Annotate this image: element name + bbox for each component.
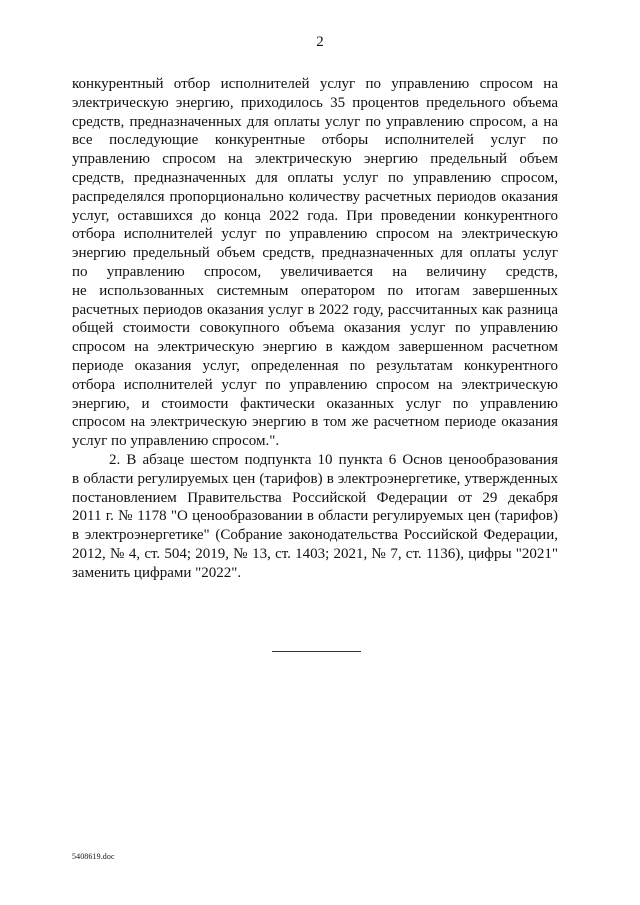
document-body (72, 75, 558, 583)
text-line: спросом на электрическую энергию в каждом завершенном расчетном (72, 339, 558, 356)
text-line: общей стоимости совокупного объема оказания услуг по управлению (72, 320, 558, 337)
text-line: спросом на электрическую энергию в том же расчетном периоде оказания (72, 414, 558, 431)
text-line: отбора исполнителей услуг по управлению спросом на электрическую (72, 226, 558, 243)
text-line: средств, предназначенных для оплаты услуг по управлению спросом, а на (72, 113, 558, 130)
paragraph-amendment (72, 451, 558, 583)
text-line: постановлением Правительства Российской Федерации от 29 декабря (72, 489, 558, 506)
text-line: конкурентный отбор исполнителей услуг по управлению спросом на (72, 76, 558, 92)
text-line: средств, предназначенных для оплаты услуг по управлению спросом, (72, 169, 558, 186)
text-line: в области регулируемых цен (тарифов) в электроэнергетике, утвержденных (72, 470, 558, 487)
text-line: энергию, и стоимости фактически оказанных услуг по управлению (72, 395, 558, 412)
text-line: 2012, № 4, ст. 504; 2019, № 13, ст. 1403; 2021, № 7, ст. 1136), цифры "2021" (72, 545, 558, 562)
text-line: не использованных системным оператором по итогам завершенных (72, 282, 558, 299)
text-line: расчетных периодов оказания услуг в 2022 году, рассчитанных как разница (72, 301, 558, 318)
text-line: 2. В абзаце шестом подпункта 10 пункта 6 Основ ценообразования (109, 451, 558, 468)
document-file-id: 5408619.doc (72, 852, 115, 861)
page-number: 2 (316, 34, 324, 50)
end-separator-line (272, 651, 361, 652)
text-line: услуг по управлению спросом.". (72, 433, 280, 450)
text-line: 2011 г. № 1178 "О ценообразовании в области регулируемых цен (тарифов) (72, 508, 558, 525)
paragraph-continuation (72, 75, 558, 451)
text-line: все последующие конкурентные отборы исполнителей услуг по (72, 132, 558, 149)
text-line: по управлению спросом, увеличивается на величину средств, (72, 263, 558, 280)
text-line: услуг, оставшихся до конца 2022 года. При проведении конкурентного (72, 207, 558, 224)
text-line: распределялся пропорционально количеству расчетных периодов оказания (72, 188, 558, 205)
text-line: энергию предельный объем средств, предназначенных для оплаты услуг (72, 245, 558, 262)
text-line: управлению спросом на электрическую энергию предельный объем (72, 151, 558, 168)
text-line: в электроэнергетике" (Собрание законодательства Российской Федерации, (72, 527, 558, 544)
text-line: электрическую энергию, приходилось 35 процентов предельного объема (72, 94, 558, 111)
text-line: заменить цифрами "2022". (72, 564, 242, 581)
text-line: отбора исполнителей услуг по управлению спросом на электрическую (72, 376, 558, 393)
text-line: периоде оказания услуг, определенная по результатам конкурентного (72, 357, 558, 374)
